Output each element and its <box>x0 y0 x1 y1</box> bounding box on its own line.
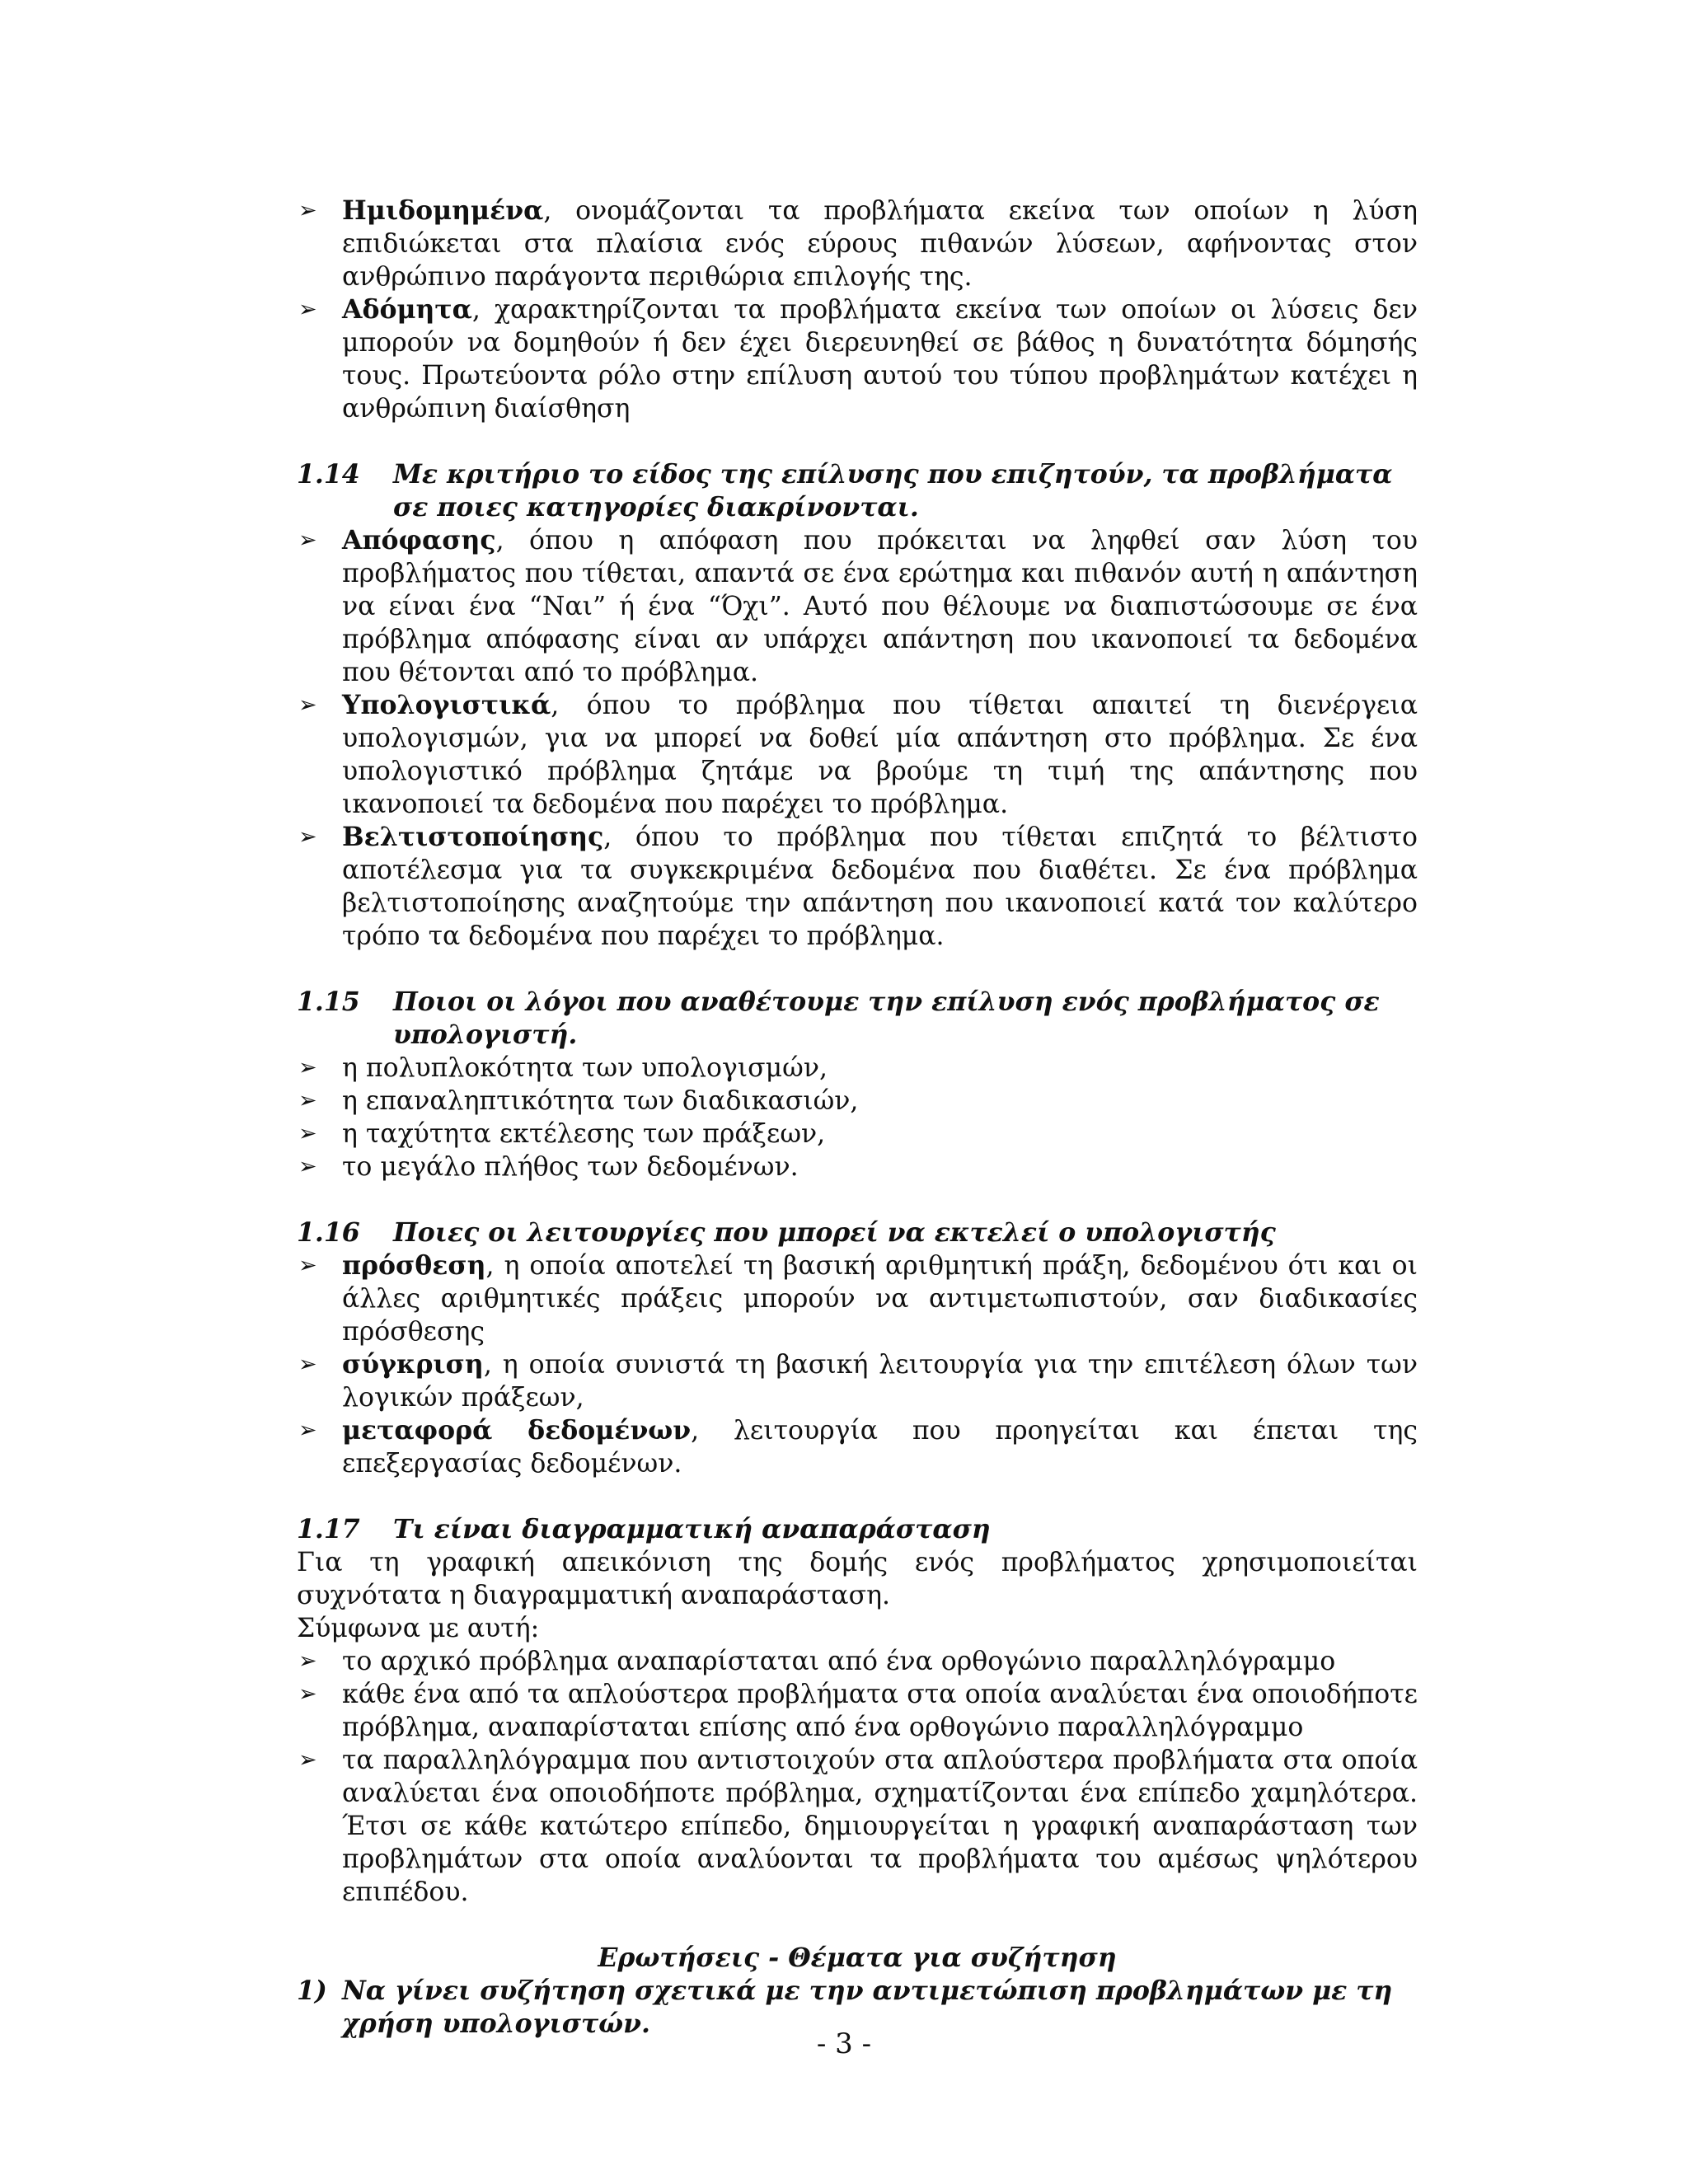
section-1-16-list <box>297 1249 1418 1480</box>
section-1-17-list <box>297 1645 1418 1909</box>
section-number: 1.16 <box>297 1217 360 1248</box>
list-item: ➢ η επαναληπτικότητα των διαδικασιών, <box>297 1085 1418 1118</box>
list-item <box>297 689 1418 821</box>
section-number: 1.15 <box>297 987 360 1017</box>
bullet-text: , λειτουργία που προηγείται και έπεται της επεξεργασίας δεδομένων. <box>342 1416 1418 1479</box>
section-title: Ποιοι οι λόγοι που αναθέτουμε την επίλυση ενός προβλήματος σε υπολογιστή. <box>393 987 1380 1050</box>
section-number: 1.17 <box>297 1514 360 1544</box>
section-title: Τι είναι διαγραμματική αναπαράσταση <box>393 1514 991 1544</box>
bullet-text: , η οποία συνιστά τη βασική λειτουργία για την επιτέλεση όλων των λογικών πράξεων, <box>342 1350 1418 1413</box>
bullet-text: , χαρακτηρίζονται τα προβλήματα εκείνα των οποίων οι λύσεις δεν μπορούν να δομηθούν ή δεν έχει διερευνηθεί σε βάθος η δυνατότητα δόμησής τους. Πρωτεύοντα ρόλο στην επίλυση αυτού του τύπου προβλημάτων κατέχει η ανθρώπινη διαίσθηση <box>342 295 1418 424</box>
list-item <box>297 821 1418 953</box>
list-item: ➢ το μεγάλο πλήθος των δεδομένων. <box>297 1151 1418 1183</box>
bullet-text: , όπου η απόφαση που πρόκειται να ληφθεί σαν λύση του προβλήματος που τίθεται, απαντά σε ένα ερώτημα και πιθανόν αυτή η απάντηση να είναι ένα “Ναι” ή ένα “Όχι”. Αυτό που θέλουμε να διαπιστώσουμε σε ένα πρόβλημα απόφασης είναι αν υπάρχει απάντηση που ικανοποιεί τα δεδομένα που θέτονται από το πρόβλημα. <box>342 526 1418 687</box>
section-1-15-list <box>297 1052 1418 1183</box>
bullet-term: Αδόμητα <box>342 294 472 325</box>
bullet-term: πρόσθεση <box>342 1250 486 1281</box>
section-heading-1-17 <box>297 1513 1418 1546</box>
section-number: 1.14 <box>297 459 360 490</box>
section-heading-1-16 <box>297 1216 1418 1249</box>
intro-bullet-list <box>297 194 1418 425</box>
bullet-text: , όπου το πρόβλημα που τίθεται απαιτεί τη διενέργεια υπολογισμών, για να μπορεί να δοθεί μία απάντηση στο πρόβλημα. Σε ένα υπολογιστικό πρόβλημα ζητάμε να βρούμε τη τιμή της απάντησης που ικανοποιεί τα δεδομένα που παρέχει το πρόβλημα. <box>342 691 1418 819</box>
bullet-term: Ημιδομημένα <box>342 195 544 226</box>
questions-title: Ερωτήσεις - Θέματα για συζήτηση <box>598 1943 1117 1973</box>
section-paragraph: Για τη γραφική απεικόνιση της δομής ενός προβλήματος χρησιμοποιείται συχνότατα η διαγραμματική αναπαράσταση. <box>297 1548 1418 1610</box>
bullet-text: , η οποία αποτελεί τη βασική αριθμητική πράξη, δεδομένου ότι και οι άλλες αριθμητικές πράξεις μπορούν να αντιμετωπιστούν, σαν διαδικασίες πρόσθεσης <box>342 1251 1418 1347</box>
list-item: ➢ τα παραλληλόγραμμα που αντιστοιχούν στα απλούστερα προβλήματα στα οποία αναλύεται ένα οποιοδήποτε πρόβλημα, σχηματίζονται ένα επίπεδο χαμηλότερα. Έτσι σε κάθε κατώτερο επίπεδο, δημιουργείται η γραφική αναπαράσταση των προβλημάτων στα οποία αναλύονται τα προβλήματα του αμέσως ψηλότερου επιπέδου. <box>297 1744 1418 1909</box>
bullet-term: σύγκριση <box>342 1349 484 1380</box>
section-title: Με κριτήριο το είδος της επίλυσης που επιζητούν, τα προβλήματα σε ποιες κατηγορίες διακρίνονται. <box>393 459 1393 523</box>
section-heading-1-15 <box>297 986 1418 1052</box>
page-number: - 3 - <box>816 2027 872 2060</box>
section-heading-1-14 <box>297 458 1418 524</box>
list-item <box>297 293 1418 425</box>
list-item: ➢ η πολυπλοκότητα των υπολογισμών, <box>297 1052 1418 1085</box>
bullet-term: Απόφασης <box>342 525 496 555</box>
list-item <box>297 524 1418 689</box>
list-item <box>297 194 1418 293</box>
list-item: ➢ κάθε ένα από τα απλούστερα προβλήματα στα οποία αναλύεται ένα οποιοδήποτε πρόβλημα, αναπαρίσταται επίσης από ένα ορθογώνιο παραλληλόγραμμο <box>297 1678 1418 1744</box>
section-title: Ποιες οι λειτουργίες που μπορεί να εκτελεί ο υπολογιστής <box>393 1217 1276 1248</box>
list-item: ➢ η ταχύτητα εκτέλεσης των πράξεων, <box>297 1118 1418 1151</box>
section-1-14-list <box>297 524 1418 953</box>
question-text: Να γίνει συζήτηση σχετικά με την αντιμετώπιση προβλημάτων με τη χρήση υπολογιστών. <box>342 1975 1393 2039</box>
bullet-term: Υπολογιστικά <box>342 690 551 720</box>
list-item <box>297 1414 1418 1480</box>
list-item <box>297 1348 1418 1414</box>
question-number: 1) <box>297 1975 327 2006</box>
list-item <box>297 1249 1418 1348</box>
bullet-text: , ονομάζονται τα προβλήματα εκείνα των οποίων η λύση επιδιώκεται στα πλαίσια ενός εύρους πιθανών λύσεων, αφήνοντας στον ανθρώπινο παράγοντα περιθώρια επιλογής της. <box>342 196 1418 292</box>
bullet-term: μεταφορά δεδομένων <box>342 1415 692 1446</box>
section-lead: Σύμφωνα με αυτή: <box>297 1614 540 1643</box>
document-page <box>297 194 1418 2041</box>
list-item: ➢ το αρχικό πρόβλημα αναπαρίσταται από ένα ορθογώνιο παραλληλόγραμμο <box>297 1645 1418 1678</box>
bullet-text: , όπου το πρόβλημα που τίθεται επιζητά το βέλτιστο αποτέλεσμα για τα συγκεκριμένα δεδομένα που διαθέτει. Σε ένα πρόβλημα βελτιστοποίησης αναζητούμε την απάντηση που ικανοποιεί κατά τον καλύτερο τρόπο τα δεδομένα που παρέχει το πρόβλημα. <box>342 823 1418 951</box>
bullet-term: Βελτιστοποίησης <box>342 822 604 852</box>
